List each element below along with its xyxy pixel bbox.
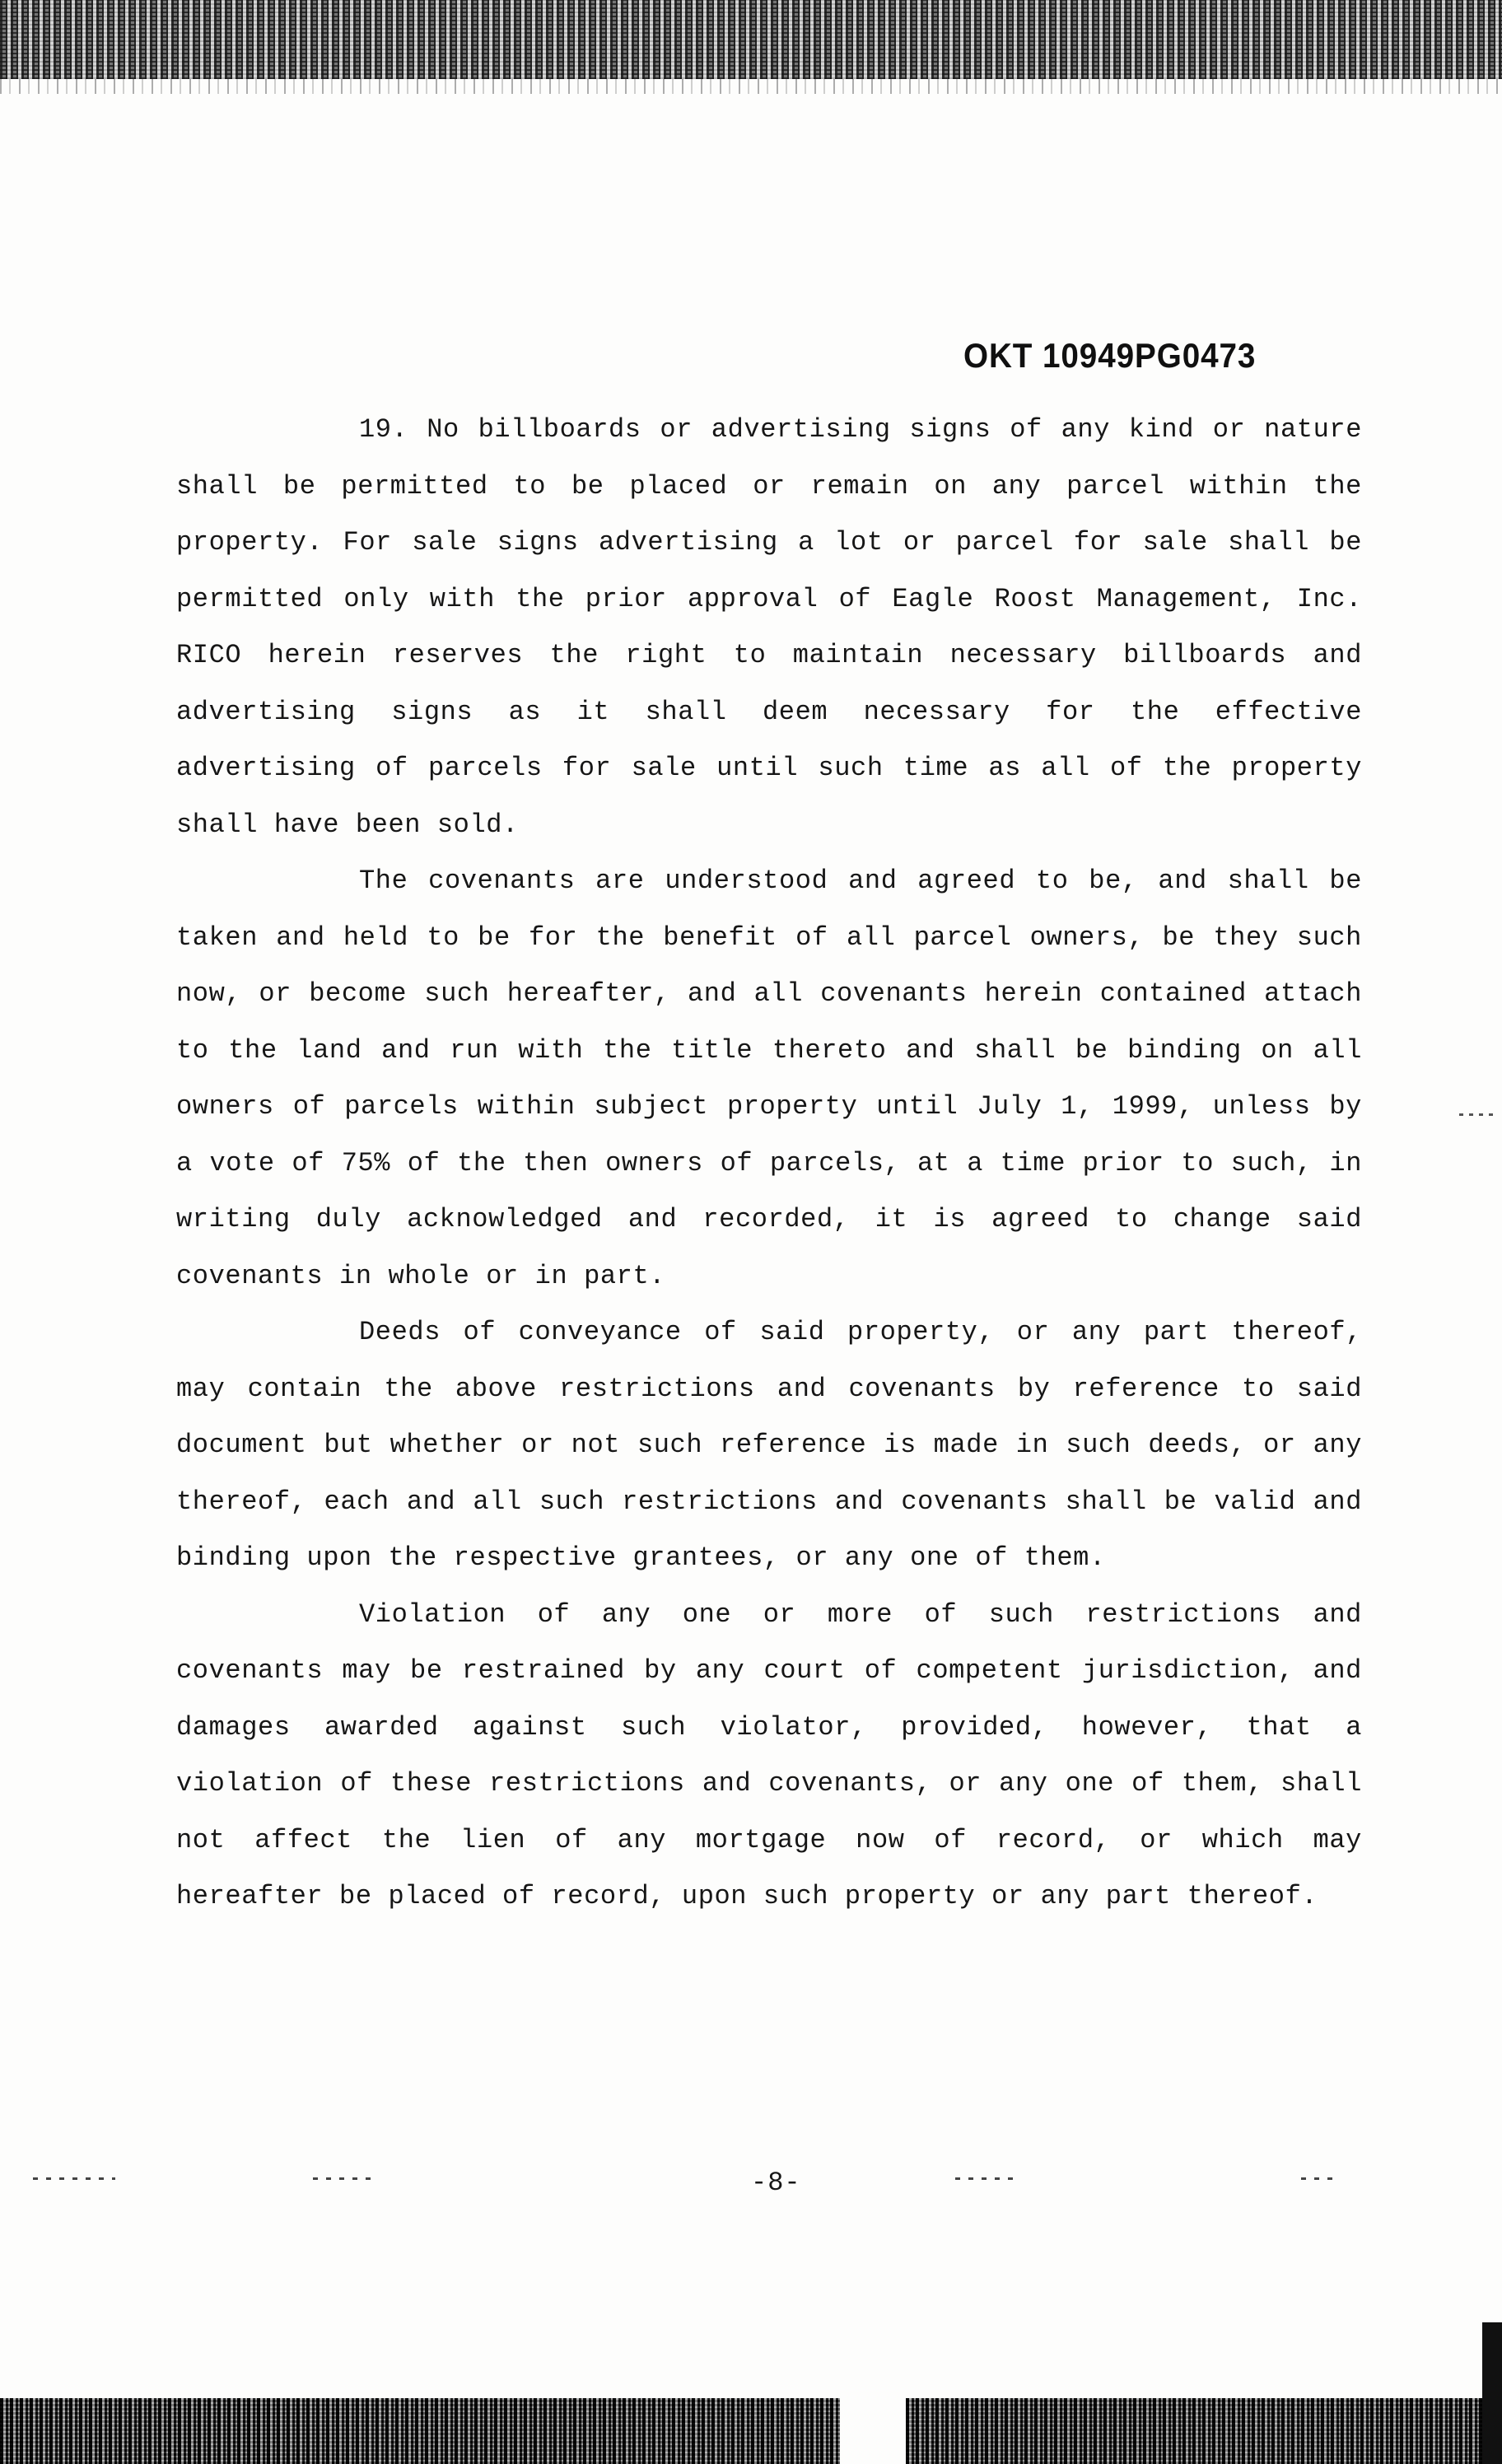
paragraph-deeds-of-conveyance: Deeds of conveyance of said property, or any part thereof, may contain the above restrictions and covenants by reference to said document but whether or not such reference is made in such deeds, or any thereof, each and all such restrictions and covenants shall be valid and binding upon the respective grantees, or any one of them. (176, 1317, 1362, 1573)
scan-noise-bottom-left (0, 2398, 840, 2464)
margin-mark (1459, 1113, 1495, 1116)
scan-noise-top (0, 0, 1502, 79)
footer-dash-center-left (313, 2177, 371, 2180)
paragraph-covenants-term: The covenants are understood and agreed to be, and shall be taken and held to be for the benefit of all parcel owners, be they such now, or become such hereafter, and all covenants herein contained attach to the land and run with the title thereto and shall be binding on all owners of parcels within subject property until July 1, 1999, unless by a vote of 75% of the then owners of parcels, at a time prior to such, in writing duly acknowledged and recorded, it is agreed to change said covenants in whole or in part. (176, 866, 1362, 1291)
footer-dash-center-right (955, 2177, 1013, 2180)
document-record-number: OKT 10949PG0473 (963, 336, 1257, 375)
document-body (176, 402, 1362, 1925)
footer-dash-left (33, 2177, 115, 2180)
scan-noise-bottom-right (906, 2398, 1502, 2464)
paragraph-violation: Violation of any one or more of such restrictions and covenants may be restrained by any court of competent jurisdiction, and damages awarded against such violator, provided, however, that a violation of these restrictions and covenants, or any one of them, shall not affect the lien of any mortgage now of record, or which may hereafter be placed of record, upon such property or any part thereof. (176, 1598, 1362, 1911)
footer-dash-right (1301, 2177, 1334, 2180)
paragraph-billboards: 19. No billboards or advertising signs of any kind or nature shall be permitted to be placed or remain on any parcel within the property. For sale signs advertising a lot or parcel for sale shall be permitted only with the prior approval of Eagle Roost Management, Inc. RICO herein reserves the right to maintain necessary billboards and advertising signs as it shall deem necessary for the effective advertising of parcels for sale until such time as all of the property shall have been sold. (176, 414, 1362, 840)
scan-edge-mark (1482, 2322, 1502, 2464)
page-number: -8- (751, 2168, 801, 2198)
